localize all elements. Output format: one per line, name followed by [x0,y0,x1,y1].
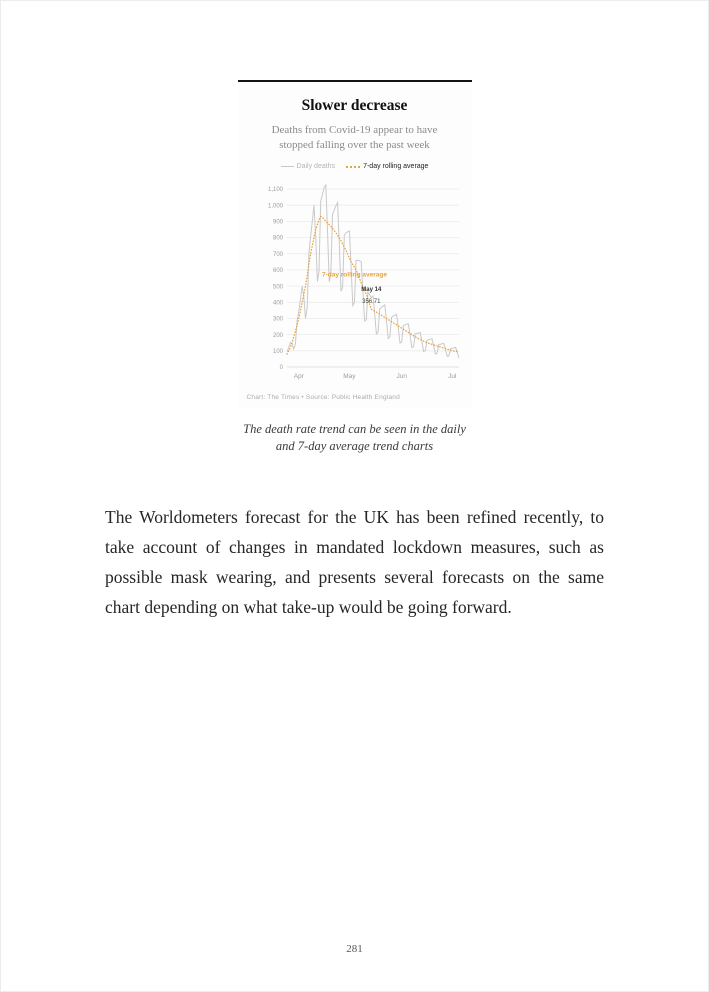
legend-item-rolling-average [346,163,428,170]
svg-text:300: 300 [272,316,283,323]
svg-text:600: 600 [272,268,283,275]
legend-label-daily-deaths: Daily deaths [296,163,336,170]
svg-text:200: 200 [272,332,283,339]
svg-text:700: 700 [272,251,283,258]
svg-text:900: 900 [272,219,283,226]
svg-text:Jun: Jun [395,373,407,380]
rolling-average-dots-swatch-icon [346,166,360,168]
figure-caption: The death rate trend can be seen in the daily and 7-day average trend charts [243,422,466,453]
covid-chart-figure [238,80,472,455]
chart-credit: Chart: The Times • Source: Public Health England [246,394,400,401]
legend-label-rolling-average: 7-day rolling average [363,163,429,170]
chart-title: Slower decrease [301,97,408,114]
legend-item-daily-deaths [281,163,336,170]
covid-deaths-chart-svg [247,179,463,387]
svg-text:Apr: Apr [293,373,304,380]
svg-text:Jul: Jul [447,373,456,380]
page-number: 281 [346,943,363,955]
svg-text:500: 500 [272,284,283,291]
chart-subtitle: Deaths from Covid-19 appear to have stopped falling over the past week [271,124,438,151]
svg-text:1,000: 1,000 [267,203,283,210]
body-paragraph: The Worldometers forecast for the UK has been refined recently, to take account of changes in mandated lockdown measures, such as possible mask wearing, and presents several forecasts on the same chart depending on what take-up would be going forward. [105,507,604,617]
chart-card [238,80,472,409]
svg-text:0: 0 [279,365,283,372]
svg-text:400: 400 [272,300,283,307]
chart-legend [247,163,463,170]
svg-text:7-day rolling average: 7-day rolling average [321,271,387,279]
svg-text:May: May [342,373,356,380]
svg-text:1,100: 1,100 [267,187,283,194]
daily-deaths-line-swatch-icon [281,166,294,167]
svg-text:356.71: 356.71 [361,299,380,306]
svg-text:May 14: May 14 [360,286,381,293]
svg-text:800: 800 [272,235,283,242]
svg-text:100: 100 [272,349,283,355]
